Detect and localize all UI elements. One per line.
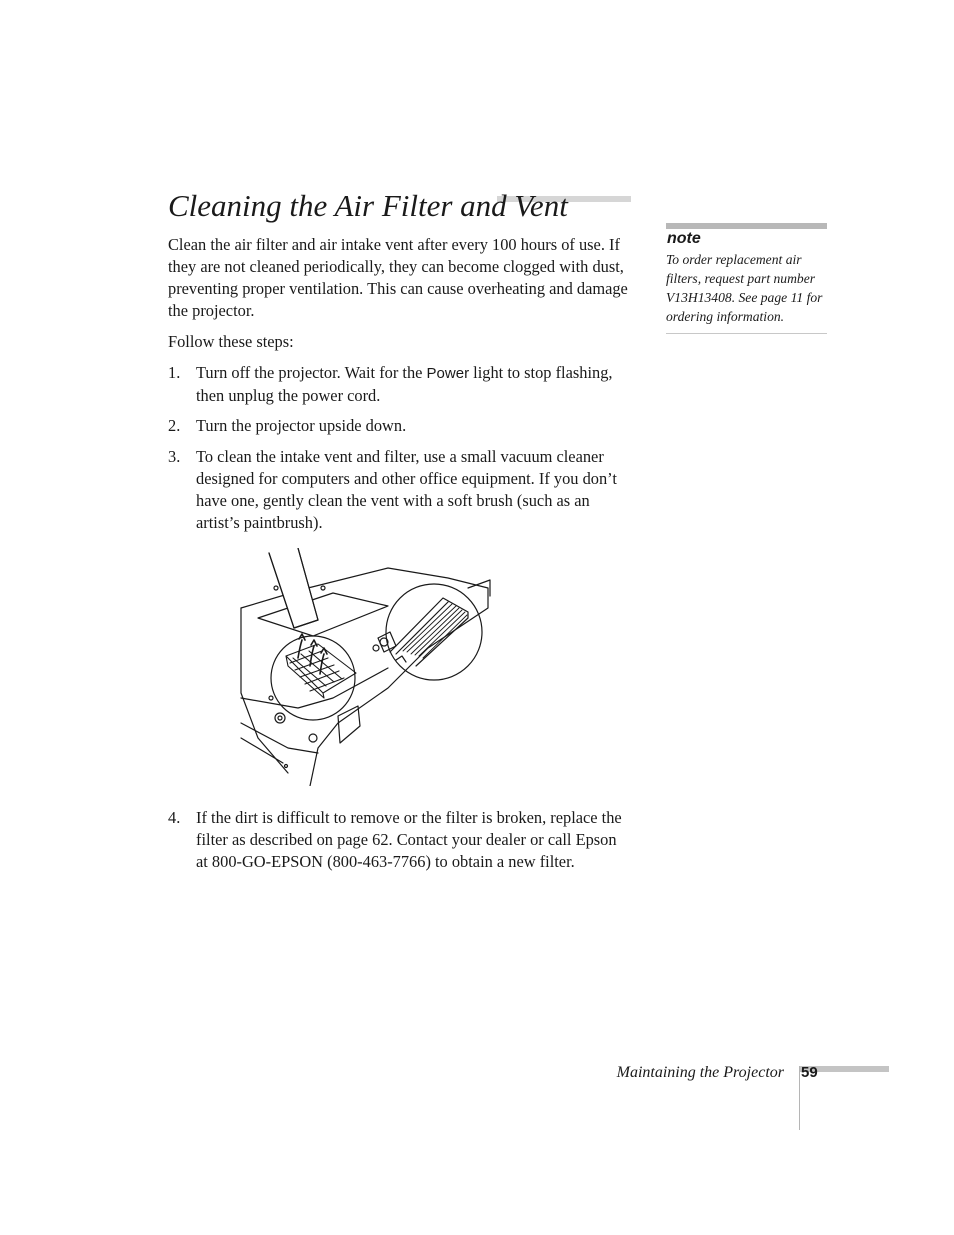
step-number: 4. xyxy=(168,808,181,827)
vacuum-cleaning-illustration xyxy=(238,548,496,786)
page-title: Cleaning the Air Filter and Vent xyxy=(168,188,568,223)
step-number: 2. xyxy=(168,416,181,435)
intro-paragraph: Clean the air filter and air intake vent after every 100 hours of use. If they are not cleaned periodically, they can become clogged with dust, preventing proper ventilation. This can cause overheating and damage the projector. xyxy=(168,235,628,320)
footer-divider xyxy=(799,1066,800,1130)
step-3 xyxy=(168,446,630,534)
step-number: 1. xyxy=(168,363,181,382)
note-bottom-rule xyxy=(666,333,827,334)
step-text-after: light to stop flashing, then unplug the power cord. xyxy=(196,363,613,405)
note-text: To order replacement air filters, request part number V13H13408. See page 11 for ordering information. xyxy=(666,252,823,324)
step-number: 3. xyxy=(168,447,181,466)
step-4 xyxy=(168,807,630,873)
step-text: Turn the projector upside down. xyxy=(196,416,407,435)
power-light-label: Power xyxy=(426,365,470,382)
step-text: If the dirt is difficult to remove or the filter is broken, replace the filter as described on page 62. Contact your dealer or call Epson at 800-GO-EPSON (800-463-7766) to obtain a new filter. xyxy=(196,808,622,871)
footer-section-title: Maintaining the Projector xyxy=(616,1064,784,1081)
note-label: note xyxy=(667,230,701,247)
step-1 xyxy=(168,362,630,407)
step-text xyxy=(196,362,630,407)
step-text-before: Turn off the projector. Wait for the xyxy=(196,363,427,382)
step-2 xyxy=(168,415,630,437)
follow-steps-text: Follow these steps: xyxy=(168,332,294,351)
page-number: 59 xyxy=(801,1064,818,1081)
step-text: To clean the intake vent and filter, use a small vacuum cleaner designed for computers and other office equipment. If you don’t have one, gently clean the vent with a soft brush (such as an artist’s paintbrush). xyxy=(196,447,617,532)
